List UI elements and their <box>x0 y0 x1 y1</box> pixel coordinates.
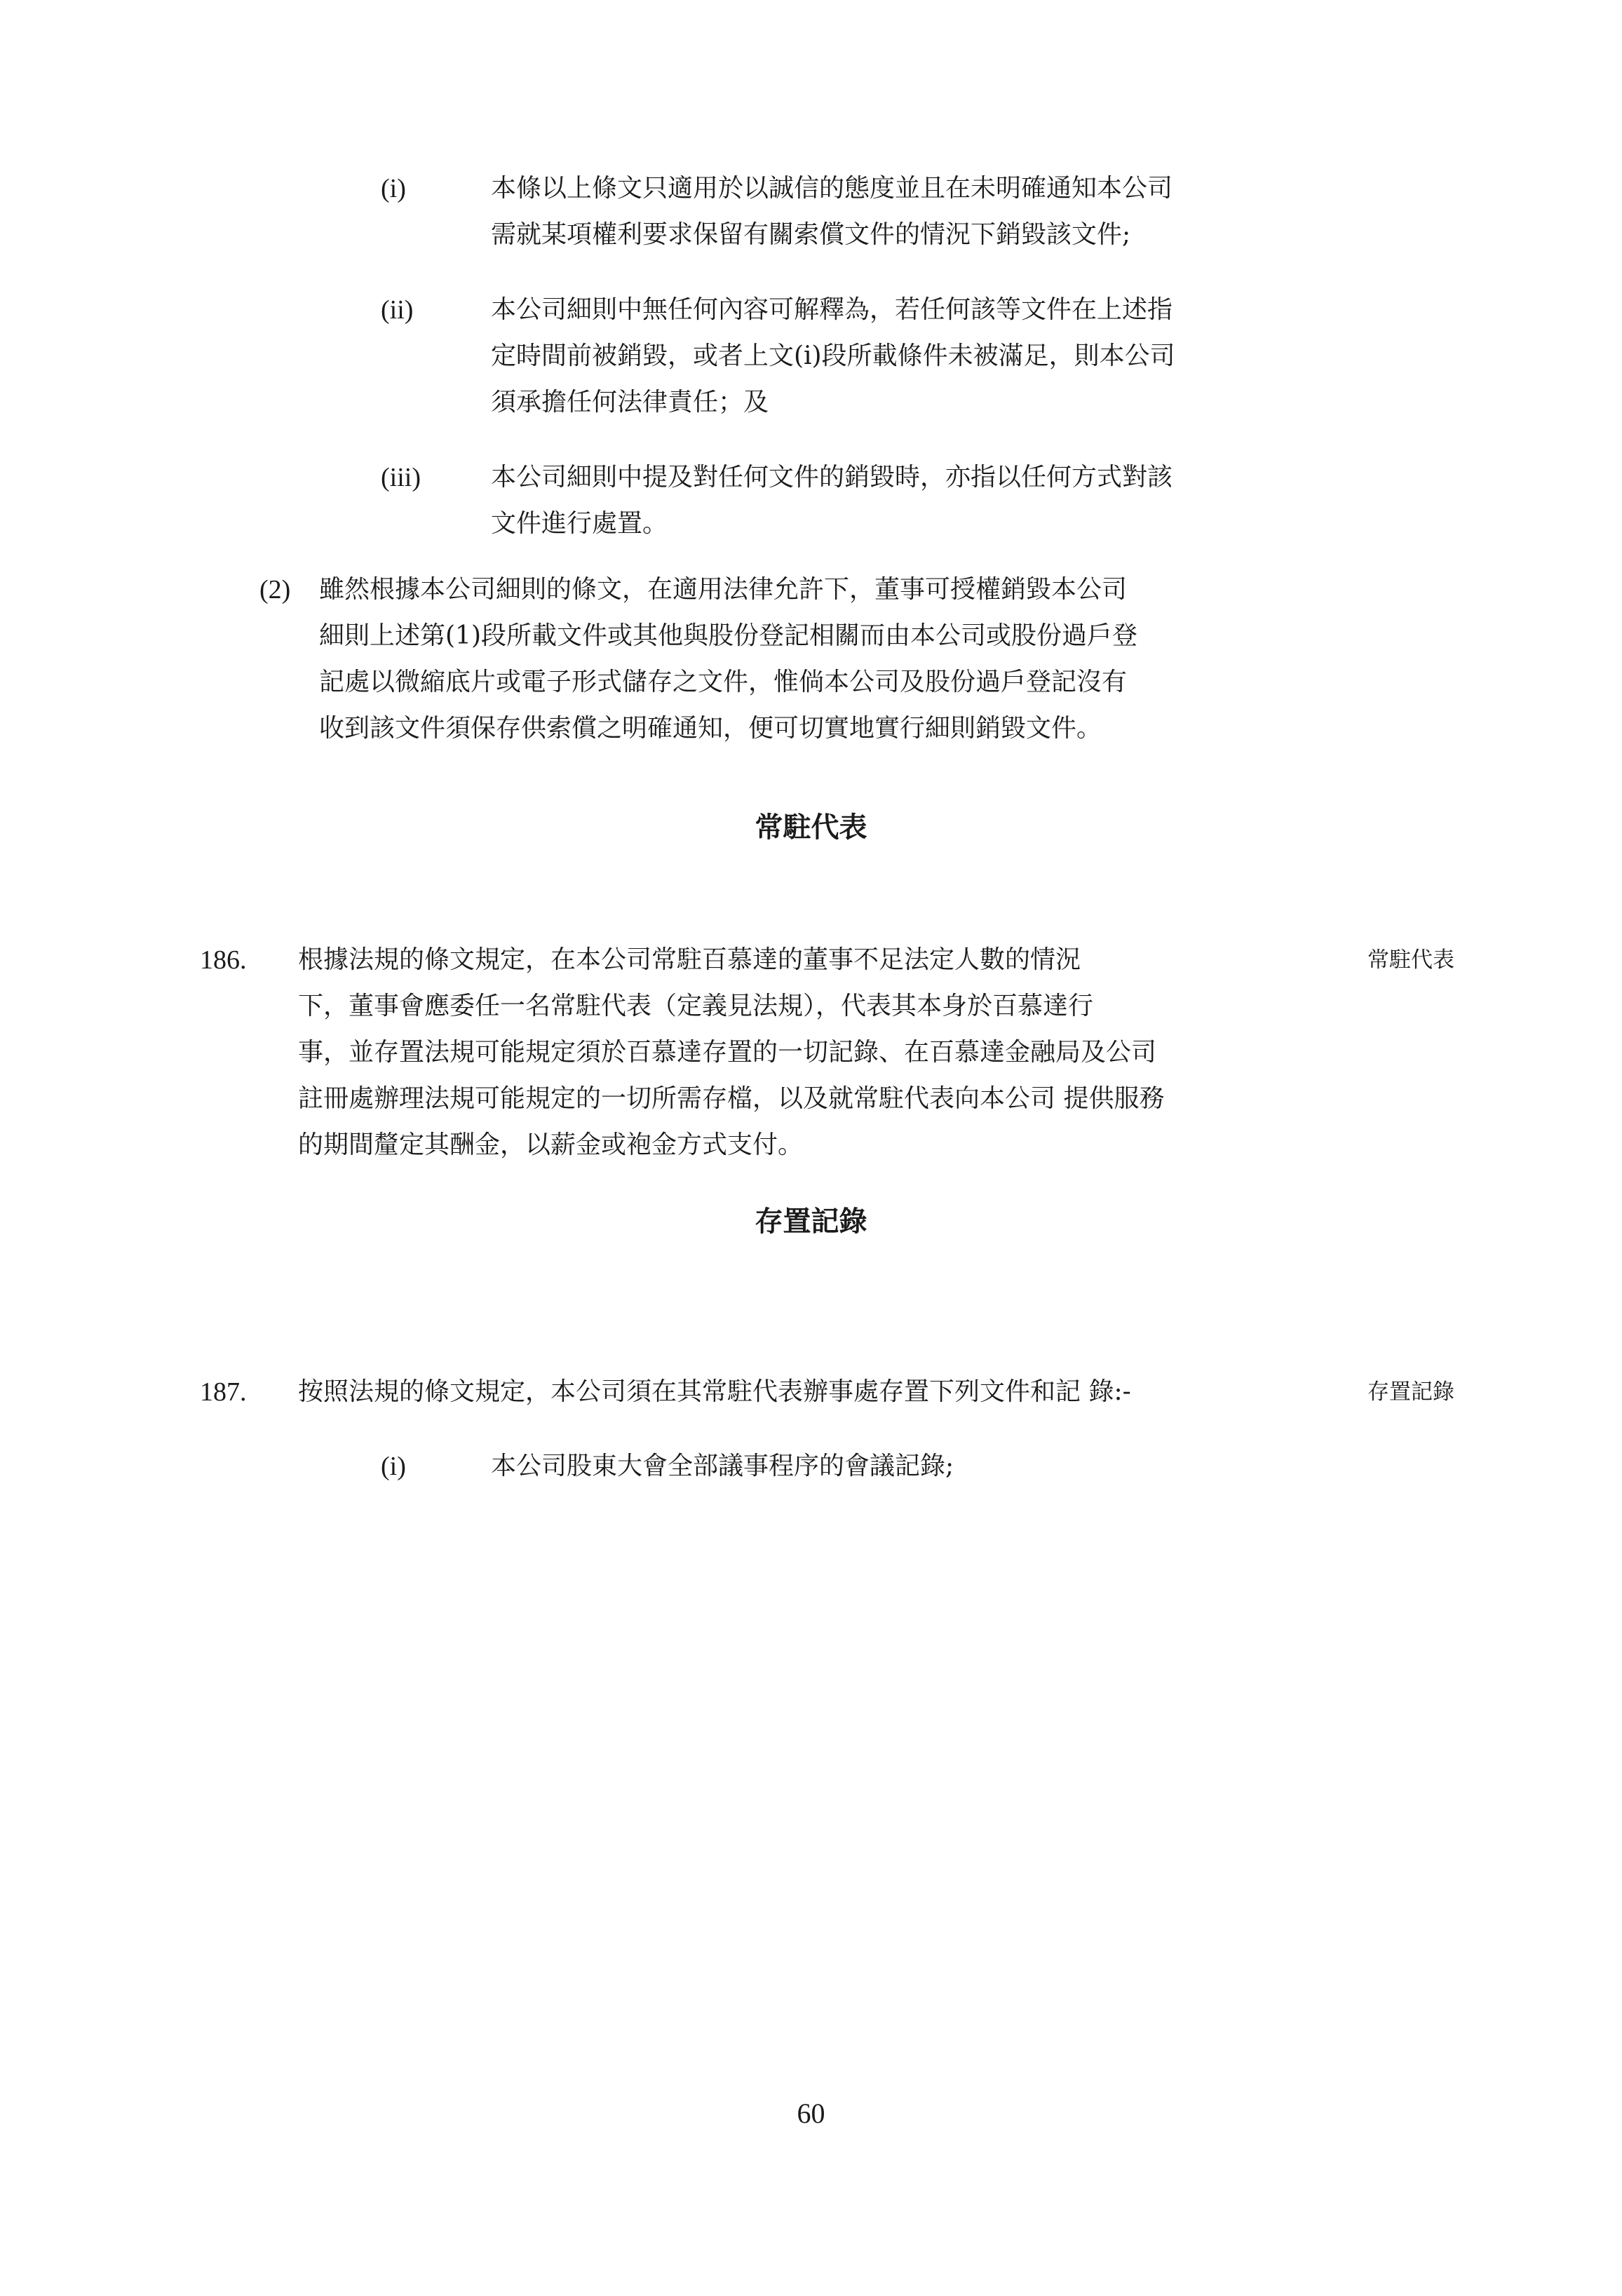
paragraph-label: (2) <box>259 575 291 605</box>
item-label: (i) <box>381 1452 406 1481</box>
section-heading: 常駐代表 <box>755 811 867 844</box>
text-line: 收到該文件須保存供索償之明確通知，便可切實地實行細則銷毀文件。 <box>319 714 1102 743</box>
item-label: (ii) <box>381 295 414 325</box>
margin-note: 存置記錄 <box>1367 1379 1454 1405</box>
text-line: 細則上述第(1)段所載文件或其他與股份登記相關而由本公司或股份過戶登 <box>319 621 1137 650</box>
text-line: 下，董事會應委任一名常駐代表（定義見法規），代表其本身於百慕達行 <box>298 992 1094 1020</box>
text-line: 本公司細則中無任何內容可解釋為，若任何該等文件在上述指 <box>491 295 1173 324</box>
text-line: 定時間前被銷毀，或者上文(i)段所載條件未被滿足，則本公司 <box>491 342 1175 370</box>
item-label: (i) <box>381 174 406 203</box>
text-line: 本條以上條文只適用於以誠信的態度並且在未明確通知本公司 <box>491 174 1173 203</box>
text-line: 須承擔任何法律責任；及 <box>491 388 769 417</box>
text-line: 記處以微縮底片或電子形式儲存之文件，惟倘本公司及股份過戶登記沒有 <box>319 668 1128 696</box>
section-number: 187. <box>200 1377 247 1407</box>
text-line: 按照法規的條文規定，本公司須在其常駐代表辦事處存置下列文件和記 錄:- <box>298 1377 1131 1406</box>
section-number: 186. <box>200 945 247 975</box>
sub-item-text: 本公司股東大會全部議事程序的會議記錄; <box>491 1452 954 1480</box>
text-line: 雖然根據本公司細則的條文，在適用法律允許下，董事可授權銷毀本公司 <box>319 575 1128 604</box>
text-line: 事，並存置法規可能規定須於百慕達存置的一切記錄、在百慕達金融局及公司 <box>298 1038 1157 1067</box>
paragraph-2-text <box>319 567 1346 752</box>
item-iii-text <box>491 454 1346 547</box>
margin-note: 常駐代表 <box>1367 947 1454 973</box>
text-line: 文件進行處置。 <box>491 509 668 538</box>
item-ii-text <box>491 287 1346 426</box>
text-line: 根據法規的條文規定，在本公司常駐百慕達的董事不足法定人數的情況 <box>298 945 1081 974</box>
item-label: (iii) <box>381 463 421 492</box>
text-line: 本公司細則中提及對任何文件的銷毀時，亦指以任何方式對該 <box>491 463 1173 492</box>
item-i-text <box>491 166 1346 258</box>
section-187-text <box>298 1369 1346 1415</box>
text-line: 註冊處辦理法規可能規定的一切所需存檔，以及就常駐代表向本公司 提供服務 <box>298 1084 1165 1113</box>
section-heading: 存置記錄 <box>755 1206 867 1238</box>
page-number: 60 <box>797 2098 825 2129</box>
section-186-text <box>298 937 1346 1168</box>
text-line: 的期間釐定其酬金，以薪金或袍金方式支付。 <box>298 1130 804 1159</box>
text-line: 需就某項權利要求保留有關索償文件的情況下銷毀該文件; <box>491 220 1131 249</box>
